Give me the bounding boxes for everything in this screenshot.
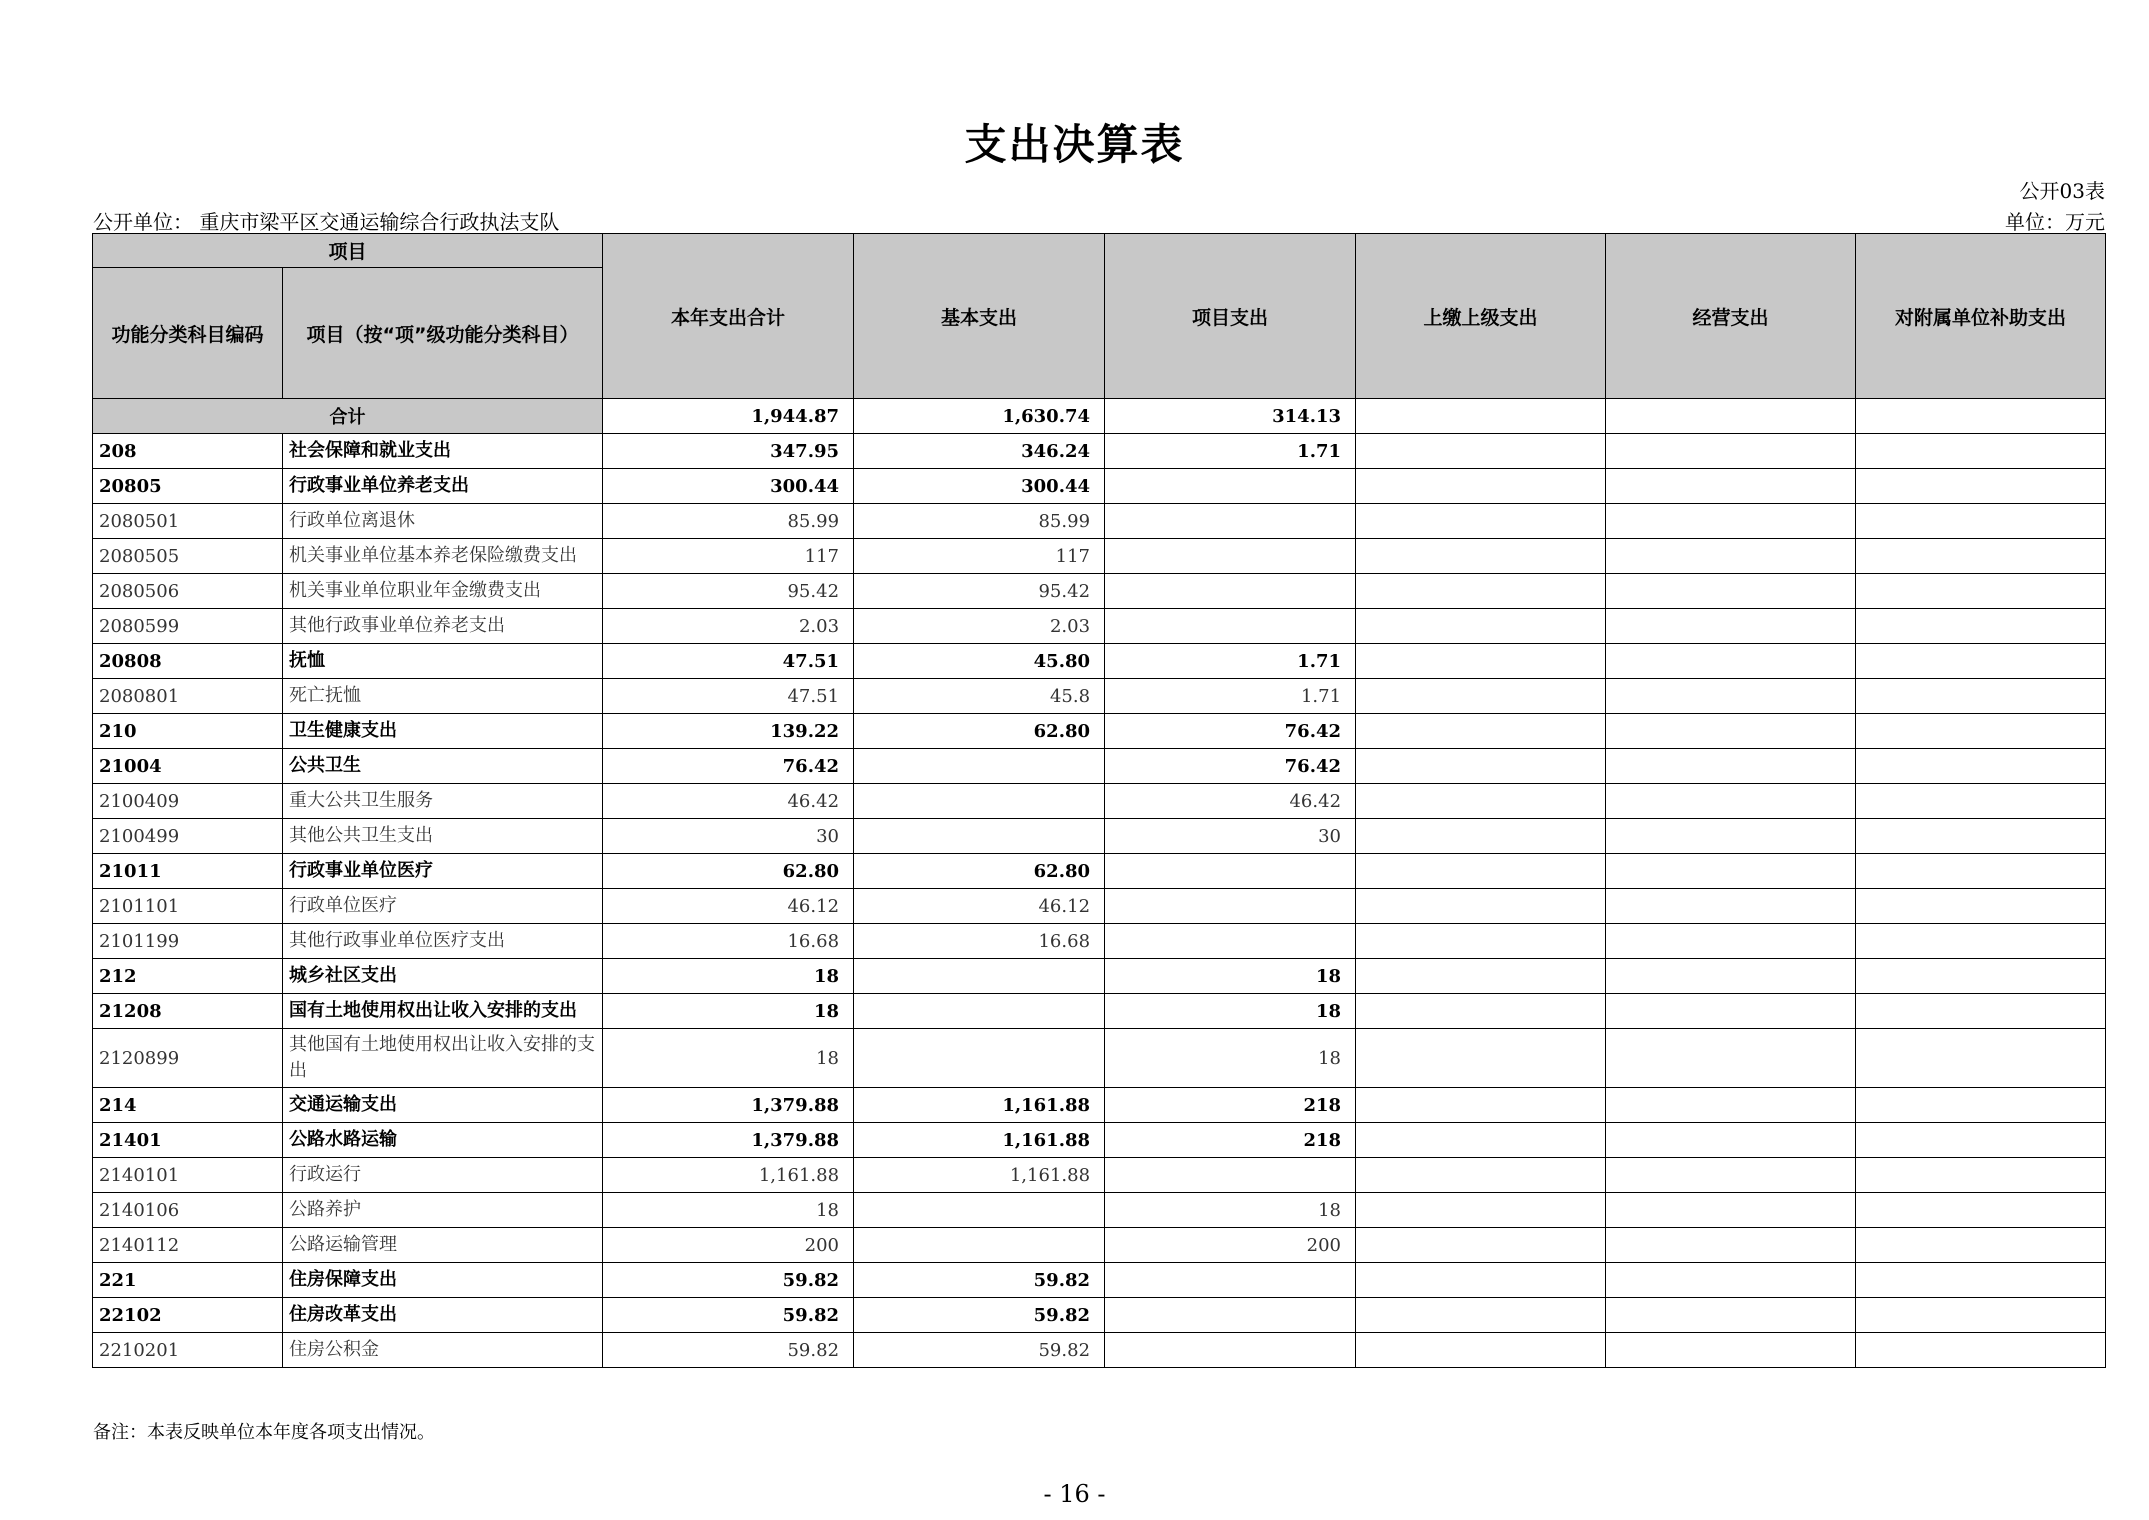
business-cell [1606, 749, 1856, 784]
name-cell: 其他公共卫生支出 [283, 819, 603, 854]
upper-cell [1356, 574, 1606, 609]
code-cell: 2080505 [93, 539, 283, 574]
upper-cell [1356, 539, 1606, 574]
code-cell: 2080599 [93, 609, 283, 644]
reporting-unit: 公开单位： 重庆市梁平区交通运输综合行政执法支队 [93, 210, 560, 234]
business-cell [1606, 714, 1856, 749]
project-cell [1105, 504, 1356, 539]
subsidiary-cell [1856, 679, 2106, 714]
project-cell [1105, 889, 1356, 924]
project-cell: 218 [1105, 1088, 1356, 1123]
basic-cell: 62.80 [854, 854, 1105, 889]
header-business: 经营支出 [1606, 234, 1856, 399]
total-cell: 76.42 [603, 749, 854, 784]
subsidiary-cell [1856, 1263, 2106, 1298]
table-row [93, 504, 2106, 539]
table-row [93, 1298, 2106, 1333]
business-cell [1606, 1158, 1856, 1193]
table-row [93, 1029, 2106, 1088]
total-cell: 47.51 [603, 679, 854, 714]
business-cell [1606, 819, 1856, 854]
total-cell: 16.68 [603, 924, 854, 959]
total-cell: 1,379.88 [603, 1123, 854, 1158]
name-cell: 行政事业单位医疗 [283, 854, 603, 889]
project-cell: 18 [1105, 959, 1356, 994]
total-cell: 85.99 [603, 504, 854, 539]
name-cell: 住房改革支出 [283, 1298, 603, 1333]
total-cell: 95.42 [603, 574, 854, 609]
header-project: 项目 [93, 234, 603, 268]
name-cell: 行政单位医疗 [283, 889, 603, 924]
subsidiary-cell [1856, 854, 2106, 889]
header-total: 本年支出合计 [603, 234, 854, 399]
upper-cell [1356, 469, 1606, 504]
basic-cell: 1,161.88 [854, 1088, 1105, 1123]
name-cell: 重大公共卫生服务 [283, 784, 603, 819]
upper-cell [1356, 644, 1606, 679]
form-number: 公开03表 [2019, 179, 2105, 203]
subsidiary-cell [1856, 609, 2106, 644]
project-cell [1105, 574, 1356, 609]
name-cell: 公共卫生 [283, 749, 603, 784]
table-row [93, 959, 2106, 994]
name-cell: 机关事业单位职业年金缴费支出 [283, 574, 603, 609]
total-cell: 300.44 [603, 469, 854, 504]
basic-cell: 46.12 [854, 889, 1105, 924]
total-cell-upper [1356, 399, 1606, 434]
business-cell [1606, 854, 1856, 889]
subsidiary-cell [1856, 539, 2106, 574]
total-cell: 18 [603, 959, 854, 994]
basic-cell [854, 994, 1105, 1029]
subsidiary-cell [1856, 819, 2106, 854]
table-row [93, 1158, 2106, 1193]
business-cell [1606, 609, 1856, 644]
total-cell: 59.82 [603, 1333, 854, 1368]
name-cell: 国有土地使用权出让收入安排的支出 [283, 994, 603, 1029]
total-cell: 1,379.88 [603, 1088, 854, 1123]
table-row [93, 889, 2106, 924]
business-cell [1606, 679, 1856, 714]
basic-cell: 45.8 [854, 679, 1105, 714]
code-cell: 21004 [93, 749, 283, 784]
basic-cell: 62.80 [854, 714, 1105, 749]
business-cell [1606, 434, 1856, 469]
project-cell: 1.71 [1105, 644, 1356, 679]
subsidiary-cell [1856, 959, 2106, 994]
business-cell [1606, 504, 1856, 539]
total-row [93, 399, 2106, 434]
page-title: 支出决算表 [964, 120, 1185, 169]
upper-cell [1356, 1333, 1606, 1368]
code-cell: 2100409 [93, 784, 283, 819]
name-cell: 其他国有土地使用权出让收入安排的支出 [283, 1029, 603, 1088]
business-cell [1606, 889, 1856, 924]
total-cell: 59.82 [603, 1298, 854, 1333]
project-cell: 76.42 [1105, 749, 1356, 784]
code-cell: 2080501 [93, 504, 283, 539]
upper-cell [1356, 819, 1606, 854]
code-cell: 21208 [93, 994, 283, 1029]
total-label: 合计 [93, 399, 603, 434]
table-row [93, 434, 2106, 469]
business-cell [1606, 1088, 1856, 1123]
project-cell: 18 [1105, 1029, 1356, 1088]
table-row [93, 609, 2106, 644]
upper-cell [1356, 1158, 1606, 1193]
code-cell: 212 [93, 959, 283, 994]
business-cell [1606, 644, 1856, 679]
header-name: 项目（按“项”级功能分类科目） [283, 268, 603, 399]
code-cell: 2120899 [93, 1029, 283, 1088]
project-cell [1105, 924, 1356, 959]
total-cell-total: 1,944.87 [603, 399, 854, 434]
code-cell: 214 [93, 1088, 283, 1123]
total-cell: 30 [603, 819, 854, 854]
basic-cell [854, 749, 1105, 784]
code-cell: 2140101 [93, 1158, 283, 1193]
basic-cell: 45.80 [854, 644, 1105, 679]
name-cell: 其他行政事业单位养老支出 [283, 609, 603, 644]
basic-cell: 1,161.88 [854, 1158, 1105, 1193]
basic-cell: 1,161.88 [854, 1123, 1105, 1158]
total-cell: 1,161.88 [603, 1158, 854, 1193]
upper-cell [1356, 854, 1606, 889]
upper-cell [1356, 889, 1606, 924]
total-cell-subsidiary [1856, 399, 2106, 434]
basic-cell: 59.82 [854, 1333, 1105, 1368]
basic-cell [854, 1228, 1105, 1263]
name-cell: 公路运输管理 [283, 1228, 603, 1263]
subsidiary-cell [1856, 889, 2106, 924]
business-cell [1606, 574, 1856, 609]
subsidiary-cell [1856, 1298, 2106, 1333]
currency-unit: 单位：万元 [2005, 210, 2105, 234]
table-row [93, 469, 2106, 504]
subsidiary-cell [1856, 1193, 2106, 1228]
code-cell: 21011 [93, 854, 283, 889]
table-row [93, 819, 2106, 854]
table-row [93, 784, 2106, 819]
name-cell: 社会保障和就业支出 [283, 434, 603, 469]
project-cell [1105, 469, 1356, 504]
subsidiary-cell [1856, 574, 2106, 609]
project-cell [1105, 1158, 1356, 1193]
table-row [93, 714, 2106, 749]
table-row [93, 749, 2106, 784]
project-cell: 218 [1105, 1123, 1356, 1158]
project-cell: 30 [1105, 819, 1356, 854]
project-cell [1105, 609, 1356, 644]
code-cell: 2140106 [93, 1193, 283, 1228]
total-cell: 117 [603, 539, 854, 574]
total-cell-business [1606, 399, 1856, 434]
table-row [93, 924, 2106, 959]
page-number: - 16 - [1043, 1480, 1106, 1508]
project-cell: 18 [1105, 994, 1356, 1029]
name-cell: 公路养护 [283, 1193, 603, 1228]
total-cell: 46.42 [603, 784, 854, 819]
subsidiary-cell [1856, 644, 2106, 679]
code-cell: 2210201 [93, 1333, 283, 1368]
table-row [93, 1333, 2106, 1368]
total-cell: 200 [603, 1228, 854, 1263]
business-cell [1606, 1298, 1856, 1333]
project-cell: 46.42 [1105, 784, 1356, 819]
basic-cell [854, 819, 1105, 854]
name-cell: 公路水路运输 [283, 1123, 603, 1158]
upper-cell [1356, 749, 1606, 784]
name-cell: 住房保障支出 [283, 1263, 603, 1298]
subsidiary-cell [1856, 1088, 2106, 1123]
table-row [93, 854, 2106, 889]
subsidiary-cell [1856, 1228, 2106, 1263]
business-cell [1606, 994, 1856, 1029]
total-cell: 18 [603, 1193, 854, 1228]
table-row [93, 1088, 2106, 1123]
project-cell: 76.42 [1105, 714, 1356, 749]
code-cell: 208 [93, 434, 283, 469]
upper-cell [1356, 434, 1606, 469]
project-cell: 1.71 [1105, 679, 1356, 714]
upper-cell [1356, 1088, 1606, 1123]
business-cell [1606, 1228, 1856, 1263]
table-row [93, 679, 2106, 714]
business-cell [1606, 1263, 1856, 1298]
total-cell: 18 [603, 994, 854, 1029]
table-row [93, 1123, 2106, 1158]
project-cell [1105, 1333, 1356, 1368]
business-cell [1606, 784, 1856, 819]
business-cell [1606, 539, 1856, 574]
subsidiary-cell [1856, 434, 2106, 469]
subsidiary-cell [1856, 1333, 2106, 1368]
subsidiary-cell [1856, 1123, 2106, 1158]
name-cell: 交通运输支出 [283, 1088, 603, 1123]
upper-cell [1356, 679, 1606, 714]
upper-cell [1356, 1193, 1606, 1228]
upper-cell [1356, 714, 1606, 749]
basic-cell: 59.82 [854, 1263, 1105, 1298]
footnote: 备注：本表反映单位本年度各项支出情况。 [93, 1422, 435, 1443]
code-cell: 221 [93, 1263, 283, 1298]
basic-cell: 117 [854, 539, 1105, 574]
table-row [93, 1263, 2106, 1298]
basic-cell: 95.42 [854, 574, 1105, 609]
total-cell: 47.51 [603, 644, 854, 679]
total-cell: 139.22 [603, 714, 854, 749]
header-project-expenditure: 项目支出 [1105, 234, 1356, 399]
subsidiary-cell [1856, 924, 2106, 959]
basic-cell: 16.68 [854, 924, 1105, 959]
business-cell [1606, 469, 1856, 504]
upper-cell [1356, 609, 1606, 644]
header-subsidiary: 对附属单位补助支出 [1856, 234, 2106, 399]
total-cell: 18 [603, 1029, 854, 1088]
code-cell: 2101199 [93, 924, 283, 959]
project-cell [1105, 1263, 1356, 1298]
code-cell: 2100499 [93, 819, 283, 854]
subsidiary-cell [1856, 994, 2106, 1029]
code-cell: 21401 [93, 1123, 283, 1158]
name-cell: 行政事业单位养老支出 [283, 469, 603, 504]
project-cell [1105, 539, 1356, 574]
name-cell: 住房公积金 [283, 1333, 603, 1368]
name-cell: 城乡社区支出 [283, 959, 603, 994]
total-cell: 62.80 [603, 854, 854, 889]
table-row [93, 994, 2106, 1029]
code-cell: 2140112 [93, 1228, 283, 1263]
name-cell: 卫生健康支出 [283, 714, 603, 749]
total-cell-project: 314.13 [1105, 399, 1356, 434]
subsidiary-cell [1856, 714, 2106, 749]
subsidiary-cell [1856, 469, 2106, 504]
code-cell: 2080506 [93, 574, 283, 609]
business-cell [1606, 924, 1856, 959]
project-cell [1105, 854, 1356, 889]
code-cell: 20805 [93, 469, 283, 504]
basic-cell: 346.24 [854, 434, 1105, 469]
name-cell: 机关事业单位基本养老保险缴费支出 [283, 539, 603, 574]
project-cell [1105, 1298, 1356, 1333]
project-cell: 18 [1105, 1193, 1356, 1228]
code-cell: 2101101 [93, 889, 283, 924]
upper-cell [1356, 924, 1606, 959]
table-row [93, 574, 2106, 609]
code-cell: 210 [93, 714, 283, 749]
basic-cell: 300.44 [854, 469, 1105, 504]
table-row [93, 644, 2106, 679]
code-cell: 22102 [93, 1298, 283, 1333]
basic-cell [854, 1029, 1105, 1088]
subsidiary-cell [1856, 784, 2106, 819]
upper-cell [1356, 784, 1606, 819]
name-cell: 行政单位离退休 [283, 504, 603, 539]
table-row [93, 539, 2106, 574]
basic-cell: 2.03 [854, 609, 1105, 644]
project-cell: 1.71 [1105, 434, 1356, 469]
basic-cell [854, 784, 1105, 819]
name-cell: 行政运行 [283, 1158, 603, 1193]
business-cell [1606, 959, 1856, 994]
total-cell: 2.03 [603, 609, 854, 644]
business-cell [1606, 1333, 1856, 1368]
name-cell: 抚恤 [283, 644, 603, 679]
header-basic: 基本支出 [854, 234, 1105, 399]
header-upper: 上缴上级支出 [1356, 234, 1606, 399]
table-row [93, 1193, 2106, 1228]
table-row [93, 1228, 2106, 1263]
project-cell: 200 [1105, 1228, 1356, 1263]
subsidiary-cell [1856, 1029, 2106, 1088]
upper-cell [1356, 1029, 1606, 1088]
basic-cell: 85.99 [854, 504, 1105, 539]
basic-cell [854, 959, 1105, 994]
total-cell: 347.95 [603, 434, 854, 469]
upper-cell [1356, 994, 1606, 1029]
subsidiary-cell [1856, 749, 2106, 784]
name-cell: 其他行政事业单位医疗支出 [283, 924, 603, 959]
upper-cell [1356, 1298, 1606, 1333]
subsidiary-cell [1856, 1158, 2106, 1193]
upper-cell [1356, 1263, 1606, 1298]
upper-cell [1356, 504, 1606, 539]
total-cell-basic: 1,630.74 [854, 399, 1105, 434]
code-cell: 2080801 [93, 679, 283, 714]
upper-cell [1356, 959, 1606, 994]
business-cell [1606, 1193, 1856, 1228]
total-cell: 46.12 [603, 889, 854, 924]
name-cell: 死亡抚恤 [283, 679, 603, 714]
basic-cell [854, 1193, 1105, 1228]
code-cell: 20808 [93, 644, 283, 679]
total-cell: 59.82 [603, 1263, 854, 1298]
business-cell [1606, 1123, 1856, 1158]
header-code: 功能分类科目编码 [93, 268, 283, 399]
basic-cell: 59.82 [854, 1298, 1105, 1333]
upper-cell [1356, 1123, 1606, 1158]
subsidiary-cell [1856, 504, 2106, 539]
business-cell [1606, 1029, 1856, 1088]
upper-cell [1356, 1228, 1606, 1263]
expenditure-table [92, 233, 2106, 1368]
